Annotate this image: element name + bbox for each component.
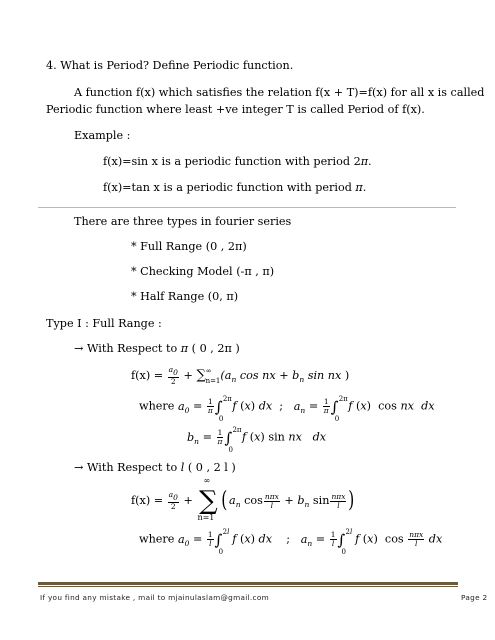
definition-line-2: Periodic function where least +ve integer T is called Period of f(x). (46, 103, 425, 116)
arrow-icon: → (74, 342, 84, 355)
example-1-text: f(x)=sin x is a periodic function with period 2 (103, 155, 361, 168)
footer-rule-thin (38, 586, 458, 587)
example-2-text: f(x)=tan x is a periodic function with period (103, 181, 356, 194)
formula-a0-an-l: where $a_0$ = $\frac{1}{l}$ ∫ 2l 0 f (x) dx ; $a_n$ = $\frac{1}{l}$ ∫ 2l 0 f (x) cos $\frac{\text{nπx}}{l}$ dx (139, 527, 443, 556)
example-2-period: π. (355, 181, 367, 194)
respect-pi-heading (74, 342, 240, 355)
respect-pi-var: π (180, 342, 189, 355)
type1-heading: Type I : Full Range : (46, 317, 162, 330)
type-full-range: * Full Range (0 , 2π) (131, 240, 247, 253)
example-label: Example : (74, 129, 131, 142)
respect-l-text: With Respect to (86, 461, 181, 474)
respect-pi-text: With Respect to (86, 342, 181, 355)
formula-bn-pi: $b_n$ = $\frac{1}{\pi}$ ∫ 2π 0 f (x) sin nx dx (187, 425, 327, 454)
footer-note: If you find any mistake , mail to mjainulaslam@gmail.com (40, 593, 270, 602)
type-half-range: * Half Range (0, π) (131, 290, 239, 303)
type-checking-model: * Checking Model (-π , π) (131, 265, 275, 278)
section-separator (38, 207, 456, 208)
types-intro: There are three types in fourier series (74, 215, 292, 228)
respect-l-var: l (180, 461, 185, 474)
formula-a0-an-pi: where $a_0$ = $\frac{1}{\pi}$ ∫ 2π 0 f (x) dx ; $a_n$ = $\frac{1}{\pi}$ ∫ 2π 0 f (x) cos nx dx (139, 394, 435, 423)
arrow-icon: → (74, 461, 84, 474)
example-1 (103, 155, 372, 168)
respect-l-interval: ( 0 , 2 l ) (184, 461, 236, 474)
formula-fx-pi: f(x) = $\frac{a0}{2}$ + $\sum^\infty_{n=1}(a_n$ cos nx + $b_n$ sin nx ) (131, 365, 350, 386)
example-2 (103, 181, 366, 194)
respect-l-heading (74, 461, 236, 474)
question-heading: 4. What is Period? Define Periodic function. (46, 59, 294, 72)
footer-rule-thick (38, 582, 458, 585)
page-number: Page 2 (461, 593, 488, 602)
definition-line-1: A function f(x) which satisfies the relation f(x + T)=f(x) for all x is called (74, 86, 485, 99)
respect-pi-interval: ( 0 , 2π ) (188, 342, 240, 355)
formula-fx-l: f(x) = $\frac{a0}{2}$ + ∑ ∞ n=1 ($a_n$ cos $\frac{\text{nπx}}{l}$ + $b_n$ sin $\frac{\text{nπx}}{l}$ ) (131, 476, 355, 522)
example-1-period: π. (360, 155, 372, 168)
